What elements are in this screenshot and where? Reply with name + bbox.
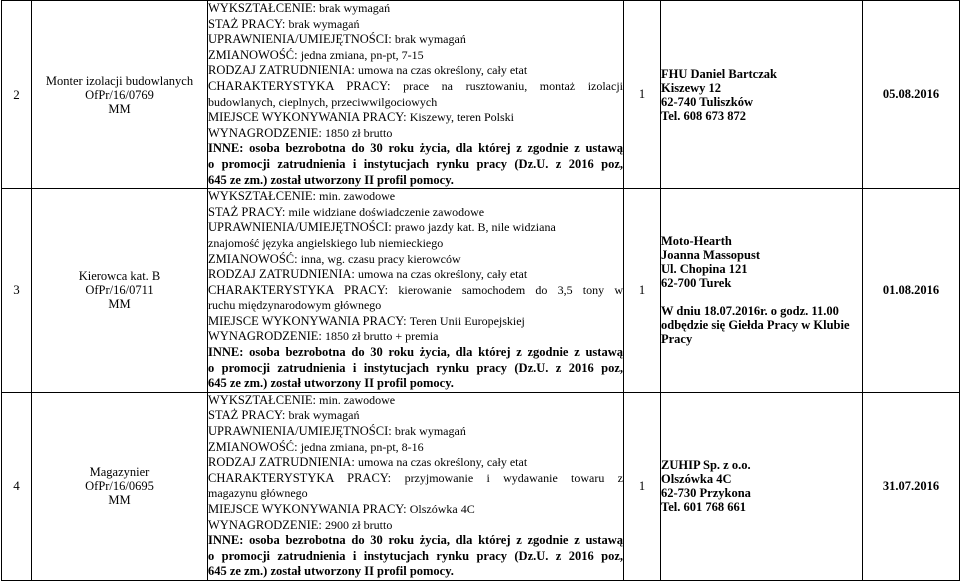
education-value: min. zawodowe [319, 392, 396, 407]
experience-value: brak wymagań [288, 408, 360, 423]
other-line: INNE: osoba bezrobotna do 30 roku życia, dla której z zgodnie z ustawą [208, 141, 623, 156]
employer-line: 62-700 Turek [661, 276, 732, 291]
employer-line: Ul. Chopina 121 [661, 262, 748, 277]
shift-line [208, 48, 623, 64]
characteristics-value: przyjmowanie i wydawanie towaru z [404, 470, 623, 485]
education-label: WYKSZTAŁCENIE: [208, 189, 317, 204]
employer-cell [661, 189, 863, 393]
place-value: Olszówka 4C [409, 502, 475, 516]
place-label: MIEJSCE WYKONYWANIA PRACY: [208, 502, 407, 516]
contract-label: RODZAJ ZATRUDNIENIA: [208, 63, 355, 78]
table-row [2, 392, 960, 580]
shift-label: ZMIANOWOŚĆ: [208, 439, 298, 454]
offer-date: 31.07.2016 [863, 392, 960, 580]
offer-date: 05.08.2016 [863, 1, 960, 189]
experience-label: STAŻ PRACY: [208, 16, 286, 31]
other-line: 645 ze zm.) został utworzony II profil pomocy. [208, 564, 454, 579]
characteristics-continuation: magazynu głównego [208, 486, 308, 501]
row-number: 4 [2, 392, 32, 580]
skills-line [208, 424, 623, 440]
place-label: MIEJSCE WYKONYWANIA PRACY: [208, 313, 407, 328]
other-line: o promocji zatrudnienia i instytucjach rynku pracy (Dz.U. z 2016 poz, [208, 156, 623, 171]
characteristics-label: CHARAKTERYSTYKA PRACY: [208, 78, 391, 93]
advisor-code: MM [108, 493, 131, 508]
vacancy-count: 1 [624, 189, 661, 393]
shift-value: jedna zmiana, pn-pt, 7-15 [300, 47, 424, 62]
skills-value: brak wymagań [394, 32, 466, 47]
education-label: WYKSZTAŁCENIE: [208, 1, 317, 15]
education-value: min. zawodowe [319, 189, 396, 204]
other-line: 645 ze zm.) został utworzony II profil pomocy. [208, 376, 454, 391]
details-cell [208, 189, 624, 393]
other-line: INNE: osoba bezrobotna do 30 roku życia, dla której z zgodnie z ustawą [208, 345, 623, 360]
salary-line [208, 518, 623, 534]
details-cell [208, 1, 624, 189]
salary-label: WYNAGRODZENIE: [208, 329, 322, 344]
place-value: Kiszewy, teren Polski [409, 110, 514, 125]
contract-line [208, 63, 623, 79]
salary-line [208, 126, 623, 142]
job-offers-table [1, 0, 960, 581]
education-line [208, 393, 623, 409]
shift-value: inna, wg. czasu pracy kierowców [300, 251, 461, 266]
characteristics-value: kierowanie samochodem do 3,5 tony w [398, 282, 623, 297]
education-line [208, 1, 623, 17]
characteristics-line [208, 79, 623, 95]
employer-line: Olszówka 4C [661, 472, 732, 487]
contract-value: umowa na czas określony, cały etat [358, 63, 528, 78]
vacancy-count: 1 [624, 392, 661, 580]
shift-line [208, 440, 623, 456]
skills-line [208, 220, 623, 236]
job-fair-note: W dniu 18.07.2016r. o godz. 11.00 [661, 304, 839, 319]
shift-label: ZMIANOWOŚĆ: [208, 251, 298, 266]
spacer [661, 290, 862, 304]
table-row [2, 189, 960, 393]
offer-code: OfPr/16/0711 [85, 283, 154, 298]
experience-value: mile widziane doświadczenie zawodowe [288, 204, 485, 219]
position-title: Kierowca kat. B [78, 269, 161, 284]
advisor-code: MM [108, 101, 131, 116]
employer-line: ZUHIP Sp. z o.o. [661, 458, 751, 473]
job-fair-note: Pracy [661, 332, 693, 347]
contract-label: RODZAJ ZATRUDNIENIA: [208, 455, 355, 470]
other-line: INNE: osoba bezrobotna do 30 roku życia, dla której z zgodnie z ustawą [208, 533, 623, 548]
other-line: o promocji zatrudnienia i instytucjach rynku pracy (Dz.U. z 2016 poz, [208, 548, 623, 563]
characteristics-continuation: ruchu międzynarodowym głównego [208, 298, 382, 313]
place-value: Teren Unii Europejskiej [409, 313, 525, 328]
place-line [208, 110, 623, 126]
offer-code: OfPr/16/0695 [85, 479, 154, 494]
position-cell [32, 1, 208, 189]
salary-label: WYNAGRODZENIE: [208, 125, 322, 140]
contract-line [208, 267, 623, 283]
experience-line [208, 408, 623, 424]
characteristics-label: CHARAKTERYSTYKA PRACY: [208, 282, 389, 297]
experience-line [208, 205, 623, 221]
shift-line [208, 252, 623, 268]
vacancy-count: 1 [624, 1, 661, 189]
offer-date: 01.08.2016 [863, 189, 960, 393]
employer-line: 62-730 Przykona [661, 486, 751, 501]
position-title: Monter izolacji budowlanych [45, 73, 194, 88]
contract-label: RODZAJ ZATRUDNIENIA: [208, 267, 355, 282]
experience-value: brak wymagań [288, 16, 360, 31]
skills-label: UPRAWNIENIA/UMIEJĘTNOŚCI: [208, 220, 392, 235]
salary-value: 1850 zł brutto [325, 125, 393, 140]
row-number: 3 [2, 189, 32, 393]
education-label: WYKSZTAŁCENIE: [208, 392, 317, 407]
row-number: 2 [2, 1, 32, 189]
skills-value: brak wymagań [394, 424, 466, 439]
skills-line [208, 32, 623, 48]
employer-line: Joanna Massopust [661, 248, 760, 263]
advisor-code: MM [108, 297, 131, 312]
salary-label: WYNAGRODZENIE: [208, 517, 322, 532]
characteristics-label: CHARAKTERYSTYKA PRACY: [208, 470, 392, 485]
employer-line: Kiszewy 12 [661, 80, 722, 95]
experience-label: STAŻ PRACY: [208, 408, 286, 423]
other-line: 645 ze zm.) został utworzony II profil pomocy. [208, 172, 454, 187]
experience-line [208, 17, 623, 33]
offer-code: OfPr/16/0769 [85, 87, 154, 102]
employer-cell [661, 1, 863, 189]
details-cell [208, 392, 624, 580]
characteristics-line [208, 471, 623, 487]
education-line [208, 189, 623, 205]
employer-line: 62-740 Tuliszków [661, 94, 754, 109]
experience-label: STAŻ PRACY: [208, 204, 286, 219]
employer-line: Moto-Hearth [661, 234, 732, 249]
other-line: o promocji zatrudnienia i instytucjach rynku pracy (Dz.U. z 2016 poz, [208, 360, 623, 375]
employer-cell [661, 392, 863, 580]
characteristics-continuation: budowlanych, cieplnych, przeciwwilgociowych [208, 94, 438, 109]
place-line [208, 502, 623, 518]
employer-line: Tel. 608 673 872 [661, 108, 746, 123]
salary-line [208, 329, 623, 345]
shift-label: ZMIANOWOŚĆ: [208, 47, 298, 62]
table-row [2, 1, 960, 189]
skills-value: prawo jazdy kat. B, nile widziana [394, 220, 556, 235]
contract-line [208, 455, 623, 471]
shift-value: jedna zmiana, pn-pt, 8-16 [300, 439, 424, 454]
employer-line: Tel. 601 768 661 [661, 500, 746, 515]
position-title: Magazynier [89, 465, 150, 480]
contract-value: umowa na czas określony, cały etat [358, 267, 528, 282]
contract-value: umowa na czas określony, cały etat [358, 455, 528, 470]
employer-line: FHU Daniel Bartczak [661, 66, 777, 81]
job-fair-note: odbędzie się Giełda Pracy w Klubie [661, 318, 850, 333]
place-line [208, 314, 623, 330]
place-label: MIEJSCE WYKONYWANIA PRACY: [208, 110, 407, 125]
salary-value: 1850 zł brutto + premia [325, 329, 439, 344]
characteristics-value: prace na rusztowaniu, montaż izolacji [403, 78, 623, 93]
position-cell [32, 392, 208, 580]
salary-value: 2900 zł brutto [325, 517, 393, 532]
position-cell [32, 189, 208, 393]
skills-continuation: znajomość języka angielskiego lub niemieckiego [208, 235, 444, 250]
characteristics-line [208, 283, 623, 299]
skills-label: UPRAWNIENIA/UMIEJĘTNOŚCI: [208, 32, 392, 47]
education-value: brak wymagań [319, 1, 391, 15]
skills-label: UPRAWNIENIA/UMIEJĘTNOŚCI: [208, 424, 392, 439]
